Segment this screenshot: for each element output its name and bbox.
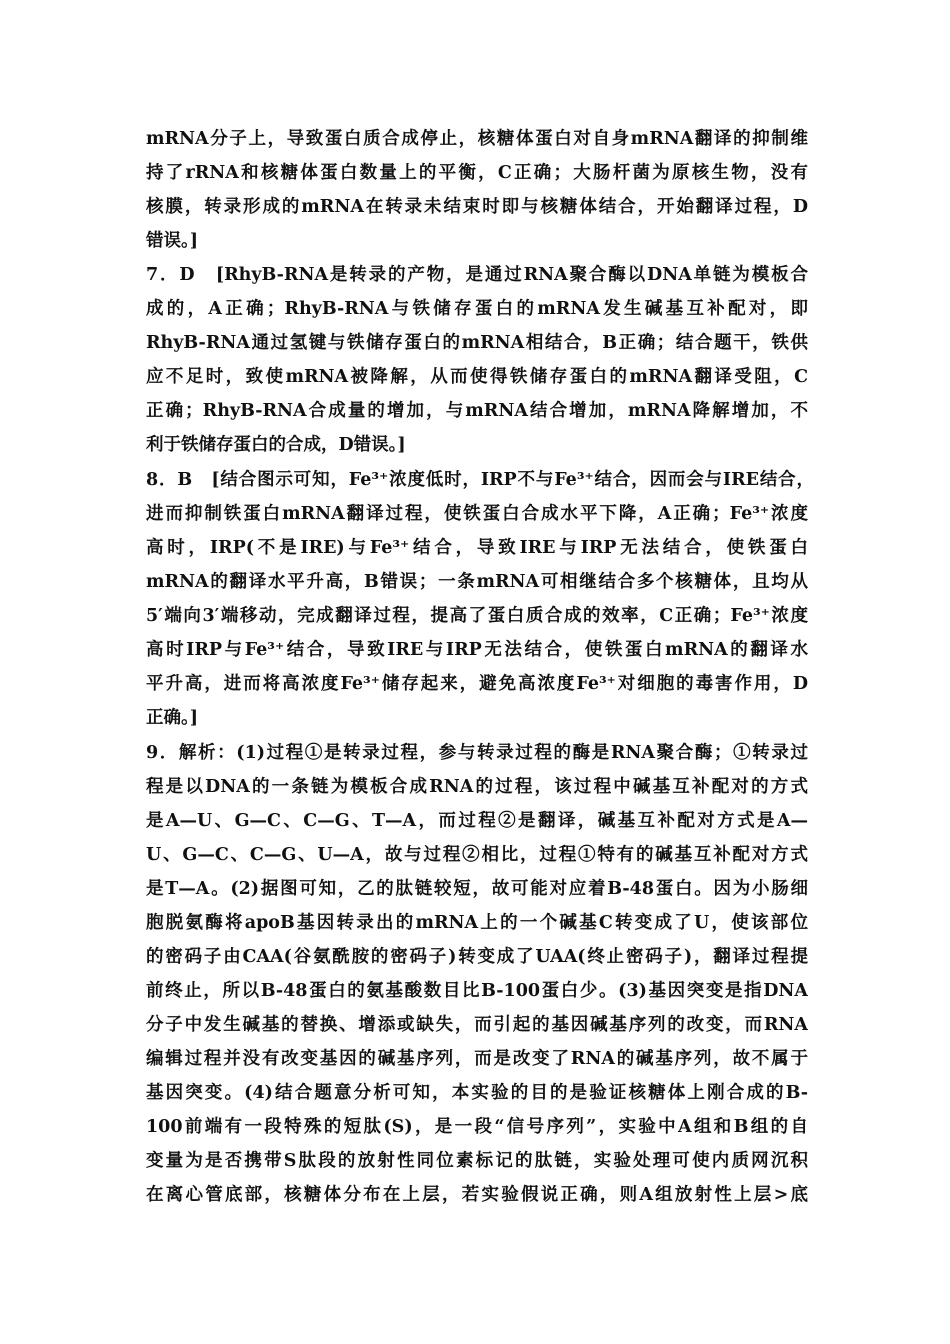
answer-9-line-6: 胞脱氨酶将apoB基因转录出的mRNA上的一个碱基C转变成了U，使该部位	[146, 913, 808, 933]
answer-7-line-4: 应不足时，致使mRNA被降解，从而使得铁储存蛋白的mRNA翻译受阻，C	[146, 367, 808, 387]
answer-9-line-4: U、G—C、C—G、U—A，故与过程②相比，过程①特有的碱基互补配对方式	[146, 845, 808, 865]
answer-9-line-1: 9．解析：(1)过程①是转录过程，参与转录过程的酶是RNA聚合酶；①转录过	[146, 743, 808, 763]
answer-8-line-2: 进而抑制铁蛋白mRNA翻译过程，使铁蛋白合成水平下降，A正确；Fe³⁺浓度	[146, 504, 808, 524]
answer-8-line-3: 高时，IRP(不是IRE)与Fe³⁺结合，导致IRE与IRP无法结合，使铁蛋白	[146, 538, 808, 558]
answer-9-line-5: 是T—A。(2)据图可知，乙的肽链较短，故可能对应着B-48蛋白。因为小肠细	[146, 879, 808, 899]
answer-7-line-5: 正确；RhyB-RNA合成量的增加，与mRNA结合增加，mRNA降解增加，不	[146, 401, 808, 421]
text-line-3: 核膜，转录形成的mRNA在转录未结束时即与核糖体结合，开始翻译过程，D	[146, 197, 808, 217]
answer-9-line-11: 基因突变。(4)结合题意分析可知，本实验的目的是验证核糖体上刚合成的B-	[146, 1083, 808, 1103]
answer-7-line-6: 利于铁储存蛋白的合成，D错误。]	[146, 435, 406, 455]
answer-9-line-3: 是A—U、G—C、C—G、T—A，而过程②是翻译，碱基互补配对方式是A—	[146, 811, 808, 831]
answer-9-line-14: 在离心管底部，核糖体分布在上层，若实验假说正确，则A组放射性上层>底	[146, 1185, 808, 1205]
answer-7-line-3: RhyB-RNA通过氢键与铁储存蛋白的mRNA相结合，B正确；结合题干，铁供	[146, 333, 808, 353]
answer-7-line-1: 7．D [RhyB-RNA是转录的产物，是通过RNA聚合酶以DNA单链为模板合	[146, 265, 808, 285]
answer-9-line-2: 程是以DNA的一条链为模板合成RNA的过程，该过程中碱基互补配对的方式	[146, 777, 808, 797]
answer-8-line-4: mRNA的翻译水平升高，B错误；一条mRNA可相继结合多个核糖体，且均从	[146, 572, 808, 592]
text-line-4: 错误。]	[146, 231, 199, 251]
answer-9-line-7: 的密码子由CAA(谷氨酰胺的密码子)转变成了UAA(终止密码子)，翻译过程提	[146, 947, 808, 967]
answer-9-line-13: 变量为是否携带S肽段的放射性同位素标记的肽链，实验处理可使内质网沉积	[146, 1151, 808, 1171]
answer-9-line-10: 编辑过程并没有改变基因的碱基序列，而是改变了RNA的碱基序列，故不属于	[146, 1049, 808, 1069]
answer-8-line-7: 平升高，进而将高浓度Fe³⁺储存起来，避免高浓度Fe³⁺对细胞的毒害作用，D	[146, 674, 808, 694]
answer-7-line-2: 成的，A正确；RhyB-RNA与铁储存蛋白的mRNA发生碱基互补配对，即	[146, 299, 808, 319]
answer-9-line-9: 分子中发生碱基的替换、增添或缺失，而引起的基因碱基序列的改变，而RNA	[146, 1015, 808, 1035]
answer-8-line-6: 高时IRP与Fe³⁺结合，导致IRE与IRP无法结合，使铁蛋白mRNA的翻译水	[146, 640, 808, 660]
text-line-2: 持了rRNA和核糖体蛋白数量上的平衡，C正确；大肠杆菌为原核生物，没有	[146, 163, 808, 183]
answer-9-line-8: 前终止，所以B-48蛋白的氨基酸数目比B-100蛋白少。(3)基因突变是指DNA	[146, 981, 808, 1001]
answer-8-line-8: 正确。]	[146, 708, 199, 728]
answer-8-line-1: 8．B [结合图示可知，Fe³⁺浓度低时，IRP不与Fe³⁺结合，因而会与IRE结合，	[146, 470, 814, 490]
answer-8-line-5: 5′端向3′端移动，完成翻译过程，提高了蛋白质合成的效率，C正确；Fe³⁺浓度	[146, 606, 808, 626]
answer-9-line-12: 100前端有一段特殊的短肽(S)，是一段“信号序列”，实验中A组和B组的自	[146, 1117, 808, 1137]
text-line-1: mRNA分子上，导致蛋白质合成停止，核糖体蛋白对自身mRNA翻译的抑制维	[146, 129, 808, 149]
